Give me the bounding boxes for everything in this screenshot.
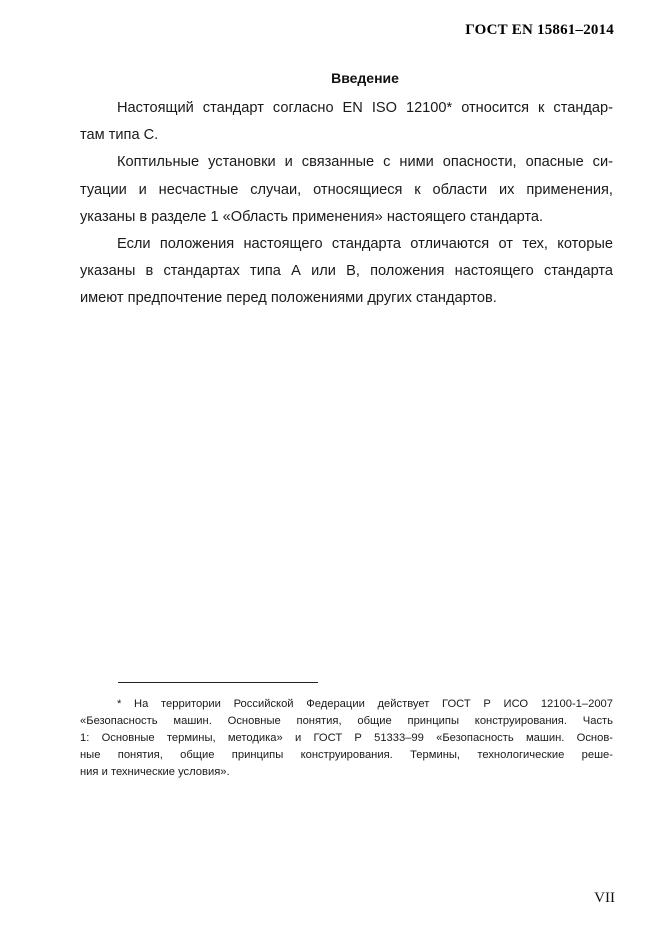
paragraph-2-line-3: указаны в разделе 1 «Область применения» настоящего стандарта. (80, 208, 544, 225)
paragraph-2-line-1: Коптильные установки и связанные с ними опасности, опасные си- (117, 154, 613, 171)
paragraph-2-line-2: туации и несчастные случаи, относящиеся к области их применения, (80, 181, 613, 198)
page-number: VII (594, 890, 615, 906)
paragraph-3-line-2: указаны в стандартах типа А или В, положения настоящего стандарта (80, 263, 613, 280)
footnote-line-4: ные понятия, общие принципы конструирования. Термины, технологические реше- (80, 749, 613, 761)
footnote (80, 696, 613, 781)
paragraph-1-line-2: там типа С. (80, 127, 159, 144)
section-title: Введение (331, 70, 399, 86)
body-text (80, 95, 613, 313)
document-code-header: ГОСТ EN 15861–2014 (465, 22, 614, 38)
footnote-line-3: 1: Основные термины, методика» и ГОСТ Р 51333–99 «Безопасность машин. Основ- (80, 732, 613, 744)
paragraph-3-line-3: имеют предпочтение перед положениями других стандартов. (80, 290, 497, 307)
footnote-line-1: * На территории Российской Федерации действует ГОСТ Р ИСО 12100-1–2007 (117, 698, 613, 710)
paragraph-3-line-1: Если положения настоящего стандарта отличаются от тех, которые (117, 235, 613, 252)
footnote-line-5: ния и технические условия». (80, 766, 230, 778)
footnote-separator (118, 682, 318, 683)
paragraph-1-line-1: Настоящий стандарт согласно EN ISO 12100* относится к стандар- (117, 100, 613, 116)
footnote-line-2: «Безопасность машин. Основные понятия, общие принципы конструирования. Часть (80, 715, 613, 727)
